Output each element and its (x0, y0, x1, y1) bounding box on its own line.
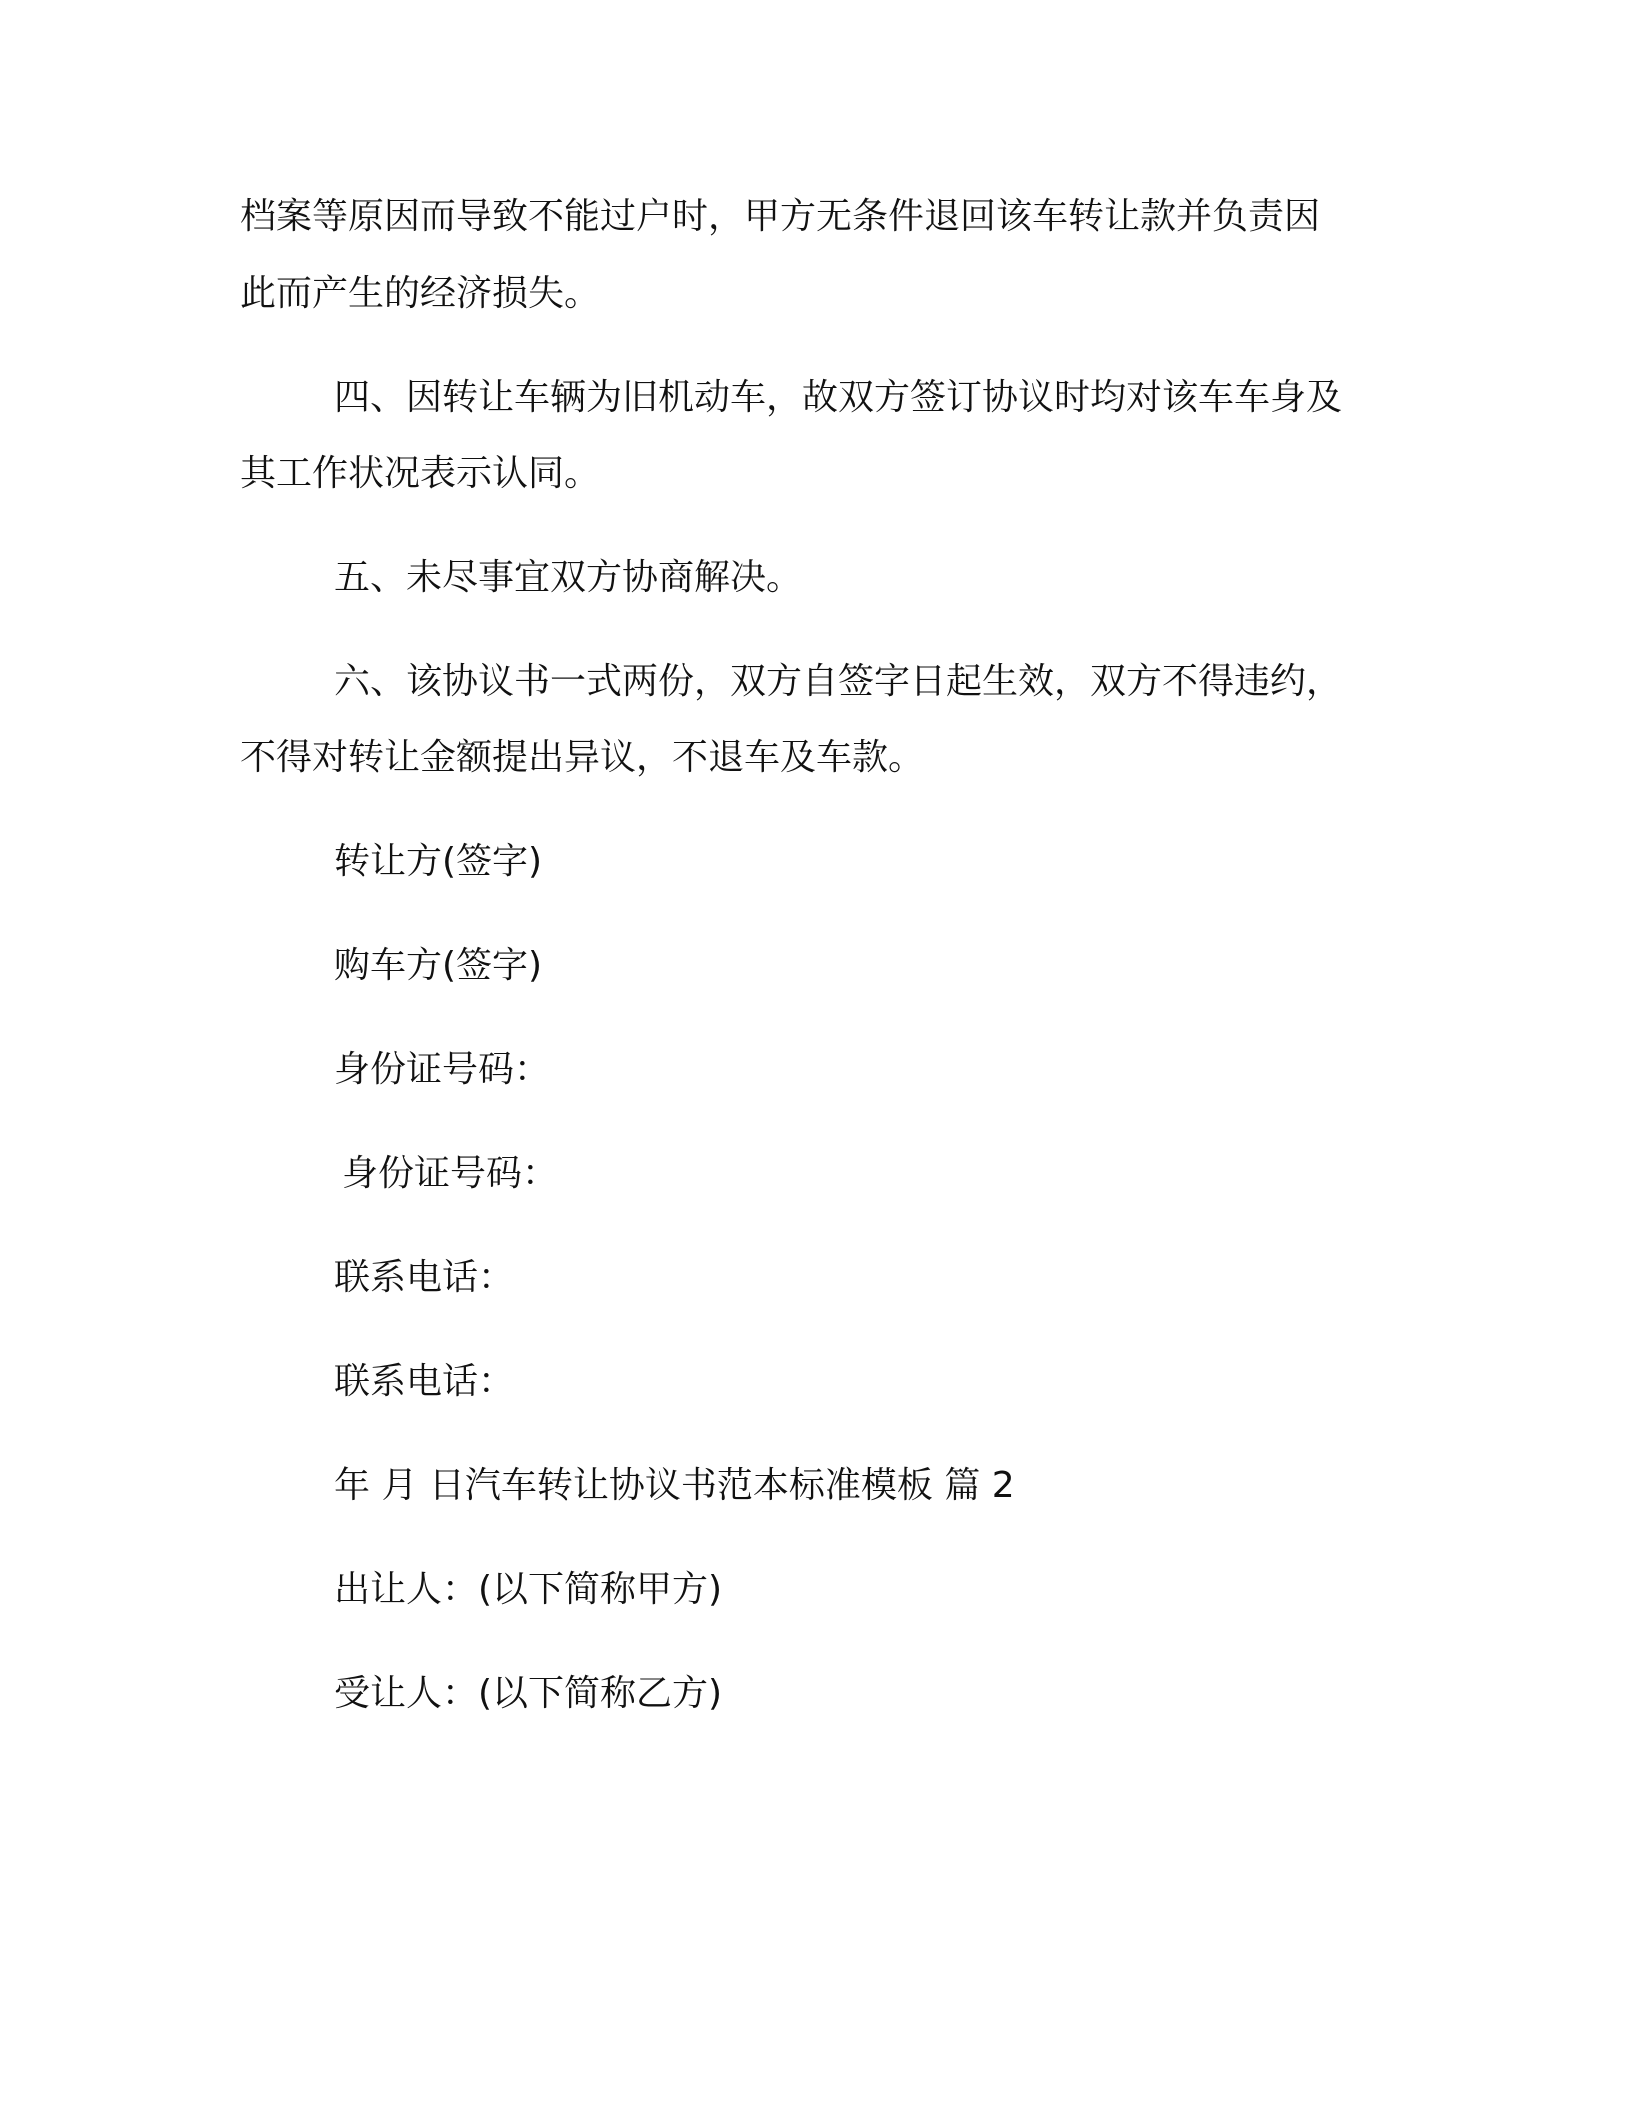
buyer-signature-label: 购车方(签字) (334, 945, 543, 986)
clause-3-line-1: 档案等原因而导致不能过户时，甲方无条件退回该车转让款并负责因 (240, 196, 1321, 237)
clause-4-line-2: 其工作状况表示认同。 (240, 453, 601, 494)
phone-label-1: 联系电话： (334, 1257, 515, 1298)
id-number-label-1: 身份证号码： (334, 1049, 551, 1090)
clause-3-line-2: 此而产生的经济损失。 (240, 273, 601, 314)
date-and-section-title: 年 月 日汽车转让协议书范本标准模板 篇 2 (334, 1465, 1015, 1506)
clause-6-line-2: 不得对转让金额提出异议，不退车及车款。 (240, 737, 925, 778)
clause-5: 五、未尽事宜双方协商解决。 (334, 557, 803, 598)
phone-label-2: 联系电话： (334, 1361, 515, 1402)
clause-6-line-1: 六、该协议书一式两份，双方自签字日起生效，双方不得违约， (334, 661, 1343, 702)
clause-4-line-1: 四、因转让车辆为旧机动车，故双方签订协议时均对该车车身及 (334, 377, 1343, 418)
id-number-label-2: 身份证号码： (342, 1153, 559, 1194)
party-a-label: 出让人：(以下简称甲方) (334, 1569, 723, 1610)
transferor-signature-label: 转让方(签字) (334, 841, 543, 882)
party-b-label: 受让人：(以下简称乙方) (334, 1673, 723, 1714)
